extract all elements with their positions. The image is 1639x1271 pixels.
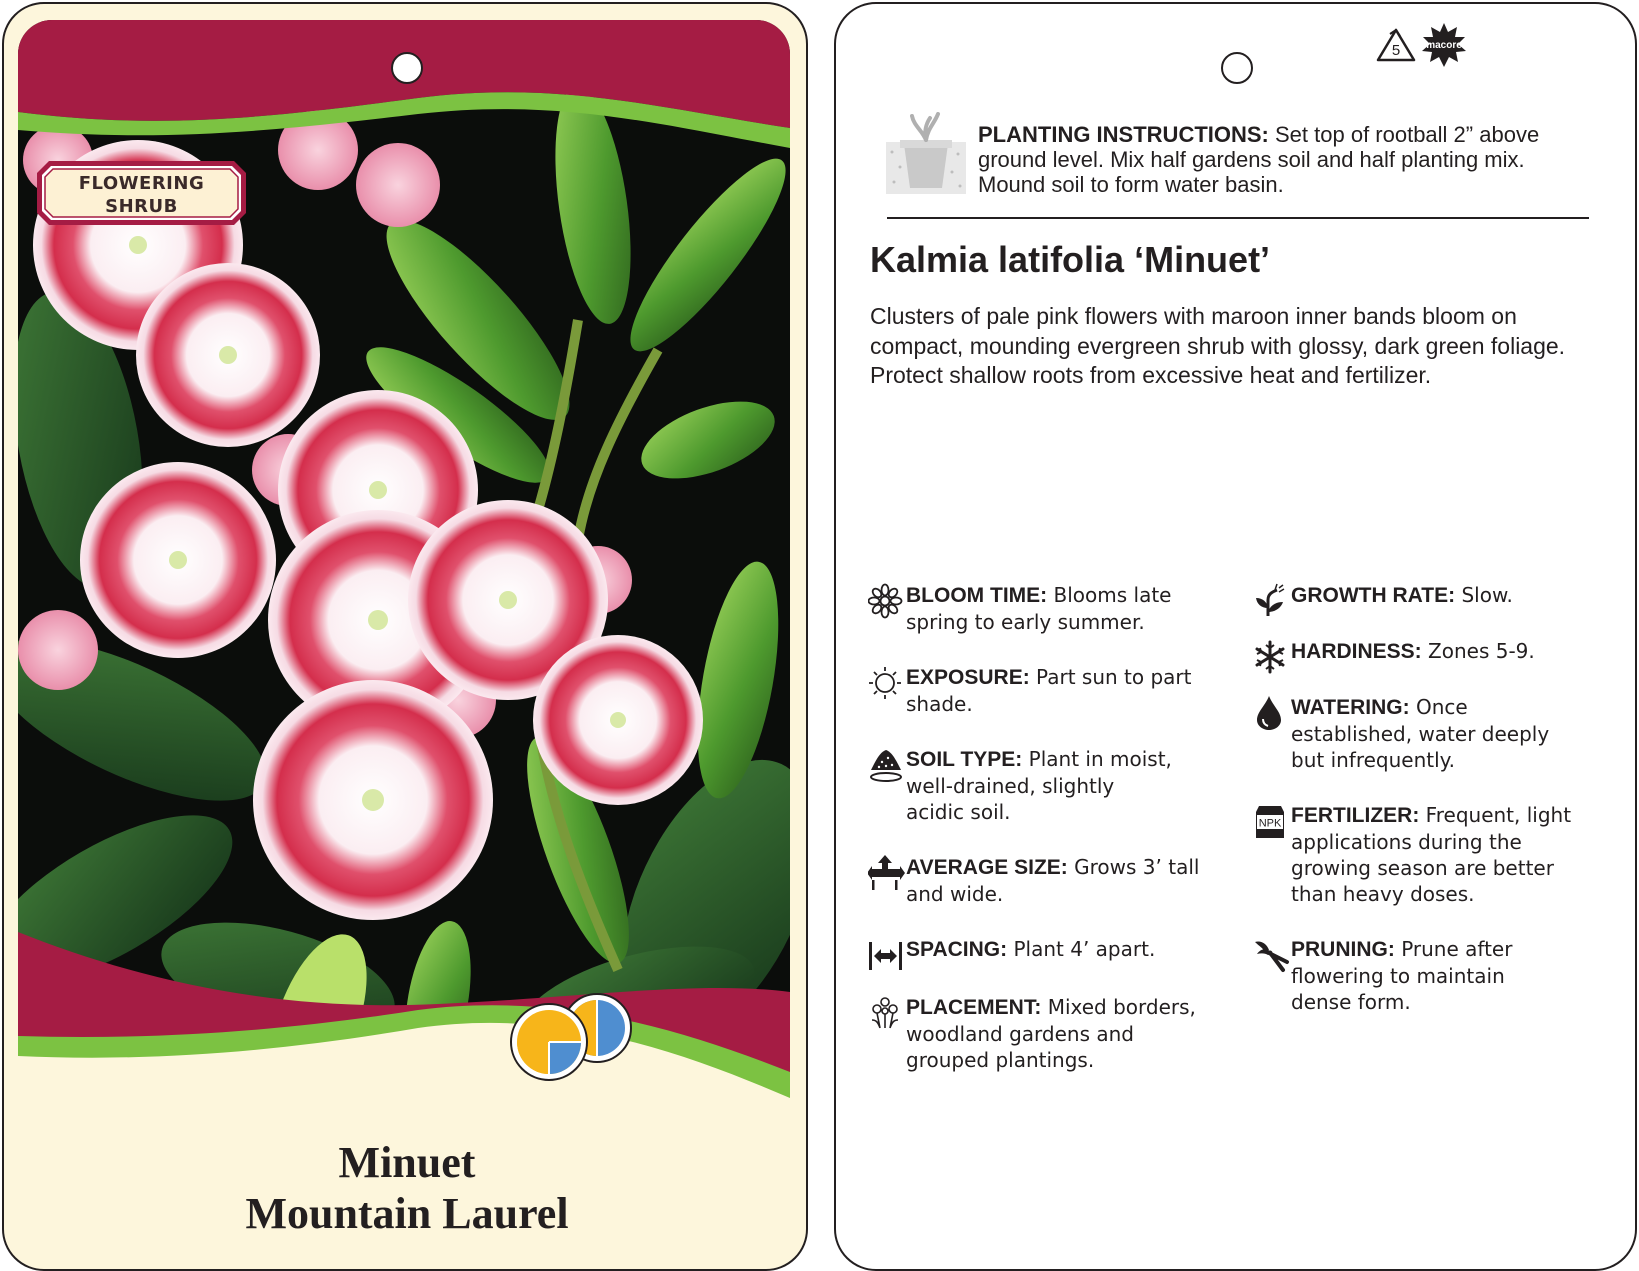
care-text: Plant in moist, <box>1022 747 1172 771</box>
size-icon <box>868 854 906 892</box>
botanical-name: Kalmia latifolia ‘Minuet’ <box>870 239 1271 280</box>
care-text: Slow. <box>1455 583 1513 607</box>
divider-rule <box>887 217 1589 219</box>
care-text: acidic soil. <box>906 800 1011 824</box>
sun-icon <box>868 664 906 702</box>
care-label: EXPOSURE: <box>906 666 1030 689</box>
care-text: Blooms late <box>1047 583 1172 607</box>
planting-instructions-text: Set top of rootball 2” above ground level. Mix half gardens soil and half planting mix. Mound soil to form water basin. <box>978 122 1540 197</box>
fertilizer-icon <box>1253 802 1291 840</box>
care-text: Once <box>1409 695 1468 719</box>
snowflake-icon <box>1253 638 1291 676</box>
care-text: grouped plantings. <box>906 1048 1095 1072</box>
care-text: Frequent, light <box>1419 803 1572 827</box>
sun-exposure-icons <box>502 986 642 1082</box>
care-label: HARDINESS: <box>1291 640 1422 663</box>
placement-icon <box>868 994 906 1032</box>
sprout-icon <box>1253 582 1291 620</box>
care-text: applications during the <box>1291 830 1522 854</box>
common-name-title <box>4 1137 808 1239</box>
care-label: BLOOM TIME: <box>906 584 1048 607</box>
hang-hole-back <box>1221 52 1253 84</box>
care-text: Zones 5-9. <box>1421 639 1535 663</box>
care-label: SPACING: <box>906 938 1008 961</box>
care-label: AVERAGE SIZE: <box>906 856 1068 879</box>
front-tag <box>2 2 808 1271</box>
care-label: PLACEMENT: <box>906 996 1042 1019</box>
care-text: Plant 4’ apart. <box>1007 937 1156 961</box>
care-text: Grows 3’ tall <box>1067 855 1200 879</box>
care-text: woodland gardens and <box>906 1022 1134 1046</box>
care-text: but infrequently. <box>1291 748 1456 772</box>
water-drop-icon <box>1253 694 1291 732</box>
back-tag <box>834 2 1637 1271</box>
badge-line-1: FLOWERING <box>78 173 205 194</box>
common-name-line-2: Mountain Laurel <box>245 1189 569 1238</box>
care-text: Part sun to part <box>1029 665 1192 689</box>
planting-instructions <box>978 122 1578 197</box>
macore-logo-icon <box>1421 22 1467 68</box>
care-label: FERTILIZER: <box>1291 804 1420 827</box>
planting-pot-icon <box>886 112 966 194</box>
care-label: WATERING: <box>1291 696 1410 719</box>
care-text: than heavy doses. <box>1291 882 1475 906</box>
recycle-icon <box>1374 26 1418 66</box>
npk-label: NPK <box>1258 817 1282 830</box>
plant-description: Clusters of pale pink flowers with maroon inner bands bloom on compact, mounding evergreen shrub with glossy, dark green foliage. Protect shallow roots from excessive heat and fertilizer. <box>870 303 1566 388</box>
soil-icon <box>868 746 906 784</box>
care-label: GROWTH RATE: <box>1291 584 1456 607</box>
badge-line-2: SHRUB <box>105 196 178 217</box>
care-text: growing season are better <box>1291 856 1554 880</box>
care-text: spring to early summer. <box>906 610 1145 634</box>
macore-label: macore <box>1426 40 1462 51</box>
care-text: dense form. <box>1291 990 1411 1014</box>
full-sun-icon <box>511 1004 587 1080</box>
spacing-icon <box>868 936 906 974</box>
care-text: Mixed borders, <box>1041 995 1196 1019</box>
common-name-line-1: Minuet <box>338 1138 476 1187</box>
care-label: PRUNING: <box>1291 938 1395 961</box>
care-text: Prune after <box>1394 937 1513 961</box>
flower-icon <box>868 582 906 620</box>
care-text: flowering to maintain <box>1291 964 1505 988</box>
flowering-shrub-badge <box>35 159 248 227</box>
hang-hole <box>391 52 423 84</box>
care-text: and wide. <box>906 882 1004 906</box>
planting-instructions-label: PLANTING INSTRUCTIONS: <box>978 122 1269 147</box>
pruners-icon <box>1253 936 1291 974</box>
care-text: shade. <box>906 692 973 716</box>
recycle-number: 5 <box>1391 42 1401 59</box>
care-label: SOIL TYPE: <box>906 748 1023 771</box>
care-text: established, water deeply <box>1291 722 1550 746</box>
badge-label <box>35 172 248 218</box>
care-text: well-drained, slightly <box>906 774 1115 798</box>
